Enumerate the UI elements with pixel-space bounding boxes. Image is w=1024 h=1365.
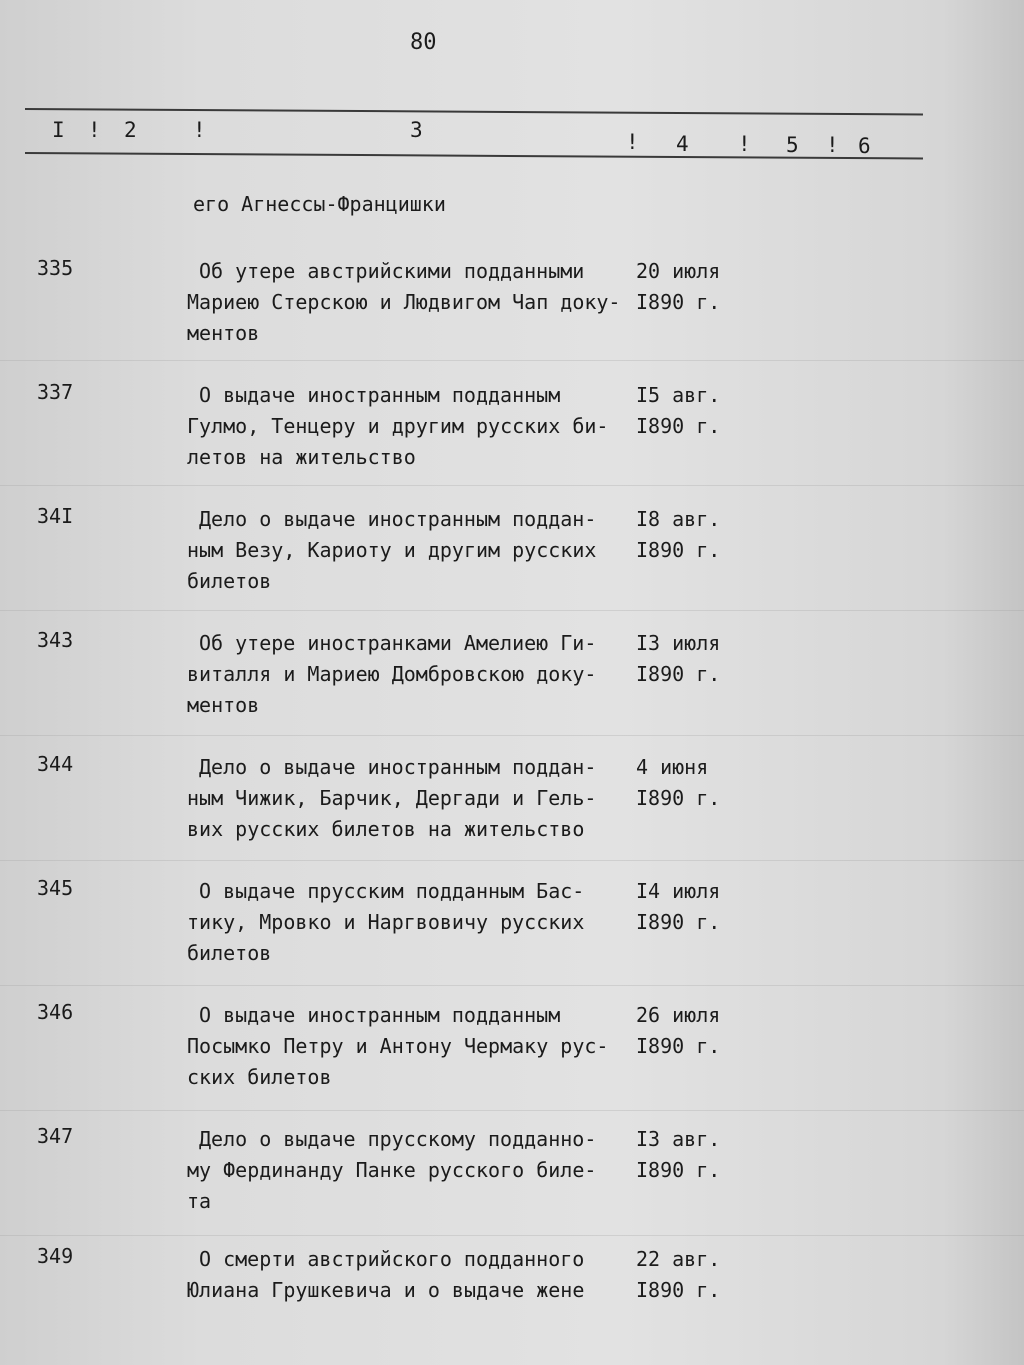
- entry-title-line: му Фердинанду Панке русского биле-: [187, 1158, 597, 1182]
- column-separator: !: [88, 118, 102, 142]
- entry-number: 344: [37, 752, 74, 776]
- header-rule-top: [25, 108, 923, 115]
- entry-title-line: О выдаче иностранным подданным: [199, 1003, 561, 1027]
- entry-title-line: О смерти австрийского подданного: [199, 1247, 585, 1271]
- ruled-line: [0, 610, 1024, 611]
- entry-title: [187, 1124, 647, 1217]
- entry-number: 343: [37, 628, 74, 652]
- entry-number: 349: [37, 1244, 74, 1268]
- entry-title: [187, 1244, 647, 1306]
- column-separator: !: [826, 133, 840, 157]
- column-header-2: 2: [124, 118, 138, 142]
- entry-date-line: I890 г.: [636, 538, 721, 562]
- continuation-line: его Агнессы-Францишки: [193, 192, 446, 216]
- entry-title-line: Об утере австрийскими подданными: [199, 259, 585, 283]
- entry-title: [187, 628, 647, 721]
- ruled-line: [0, 735, 1024, 736]
- entry-title-line: ментов: [187, 321, 260, 345]
- entry-title-line: виталля и Мариею Домбровскою доку-: [187, 662, 597, 686]
- entry-title-line: Дело о выдаче иностранным поддан-: [199, 507, 597, 531]
- column-header-row: [0, 118, 1024, 158]
- ruled-line: [0, 360, 1024, 361]
- entry-title-line: летов на жительство: [187, 445, 416, 469]
- entry-number: 347: [37, 1124, 74, 1148]
- entry-date: [636, 628, 720, 690]
- entry-date: [636, 1000, 720, 1062]
- entry-title-line: Посымко Петру и Антону Чермаку рус-: [187, 1034, 609, 1058]
- entry-number: 335: [37, 256, 74, 280]
- entry-number: 346: [37, 1000, 74, 1024]
- column-header-5: 5: [786, 133, 800, 157]
- entry-date-line: 26 июля: [636, 1003, 721, 1027]
- ruled-line: [0, 485, 1024, 486]
- ruled-line: [0, 985, 1024, 986]
- entry-number: 337: [37, 380, 74, 404]
- entry-date-line: I890 г.: [636, 1034, 721, 1058]
- ruled-line: [0, 1110, 1024, 1111]
- entry-date: [636, 876, 720, 938]
- column-header-1: I: [52, 118, 66, 142]
- entry-title: [187, 876, 647, 969]
- column-separator: !: [626, 130, 640, 154]
- entry-title: [187, 380, 647, 473]
- entry-date-line: I4 июля: [636, 879, 721, 903]
- entry-title: [187, 504, 647, 597]
- page-number: 80: [410, 30, 437, 55]
- entry-title-line: О выдаче прусским подданным Бас-: [199, 879, 585, 903]
- entry-title-line: ным Везу, Кариоту и другим русских: [187, 538, 597, 562]
- entry-title: [187, 1000, 647, 1093]
- entry-date-line: I890 г.: [636, 910, 721, 934]
- entry-date: [636, 504, 720, 566]
- entry-title-line: та: [187, 1189, 212, 1213]
- entry-date-line: 22 авг.: [636, 1247, 721, 1271]
- entry-title-line: Дело о выдаче иностранным поддан-: [199, 755, 597, 779]
- column-header-4: 4: [676, 132, 690, 156]
- entry-date: [636, 752, 720, 814]
- entry-title-line: Юлиана Грушкевича и о выдаче жене: [187, 1278, 585, 1302]
- entry-title-line: О выдаче иностранным подданным: [199, 383, 561, 407]
- entry-date-line: I890 г.: [636, 1158, 721, 1182]
- entry-title-line: Об утере иностранками Амелиею Ги-: [199, 631, 597, 655]
- entry-date-line: I890 г.: [636, 786, 721, 810]
- entry-date-line: I890 г.: [636, 414, 721, 438]
- entry-title-line: тику, Мровко и Наргвовичу русских: [187, 910, 585, 934]
- entry-number: 345: [37, 876, 74, 900]
- entry-title-line: ментов: [187, 693, 260, 717]
- entry-title-line: Гулмо, Тенцеру и другим русских би-: [187, 414, 609, 438]
- entry-date: [636, 256, 720, 318]
- entry-date-line: I890 г.: [636, 662, 721, 686]
- entry-date: [636, 1124, 720, 1186]
- column-header-6: 6: [858, 134, 872, 158]
- entry-title-line: вих русских билетов на жительство: [187, 817, 585, 841]
- column-separator: !: [193, 118, 207, 142]
- entry-title-line: Дело о выдаче прусскому подданно-: [199, 1127, 597, 1151]
- entry-date-line: I3 авг.: [636, 1127, 721, 1151]
- column-separator: !: [738, 132, 752, 156]
- entry-title: [187, 752, 647, 845]
- ruled-line: [0, 860, 1024, 861]
- entry-date-line: I890 г.: [636, 1278, 721, 1302]
- entry-title-line: Мариею Стерскою и Людвигом Чап доку-: [187, 290, 621, 314]
- entry-date: [636, 380, 720, 442]
- entry-date-line: 20 июля: [636, 259, 721, 283]
- column-header-3: 3: [410, 118, 424, 142]
- entry-date-line: I890 г.: [636, 290, 721, 314]
- entry-date-line: I3 июля: [636, 631, 721, 655]
- entry-number: 34I: [37, 504, 74, 528]
- entry-title-line: ным Чижик, Барчик, Дергади и Гель-: [187, 786, 597, 810]
- entry-title-line: ских билетов: [187, 1065, 332, 1089]
- entry-date-line: I8 авг.: [636, 507, 721, 531]
- entry-title: [187, 256, 647, 349]
- entry-title-line: билетов: [187, 941, 272, 965]
- entry-date-line: 4 июня: [636, 755, 709, 779]
- entry-date: [636, 1244, 720, 1306]
- entry-title-line: билетов: [187, 569, 272, 593]
- ruled-line: [0, 1235, 1024, 1236]
- entry-date-line: I5 авг.: [636, 383, 721, 407]
